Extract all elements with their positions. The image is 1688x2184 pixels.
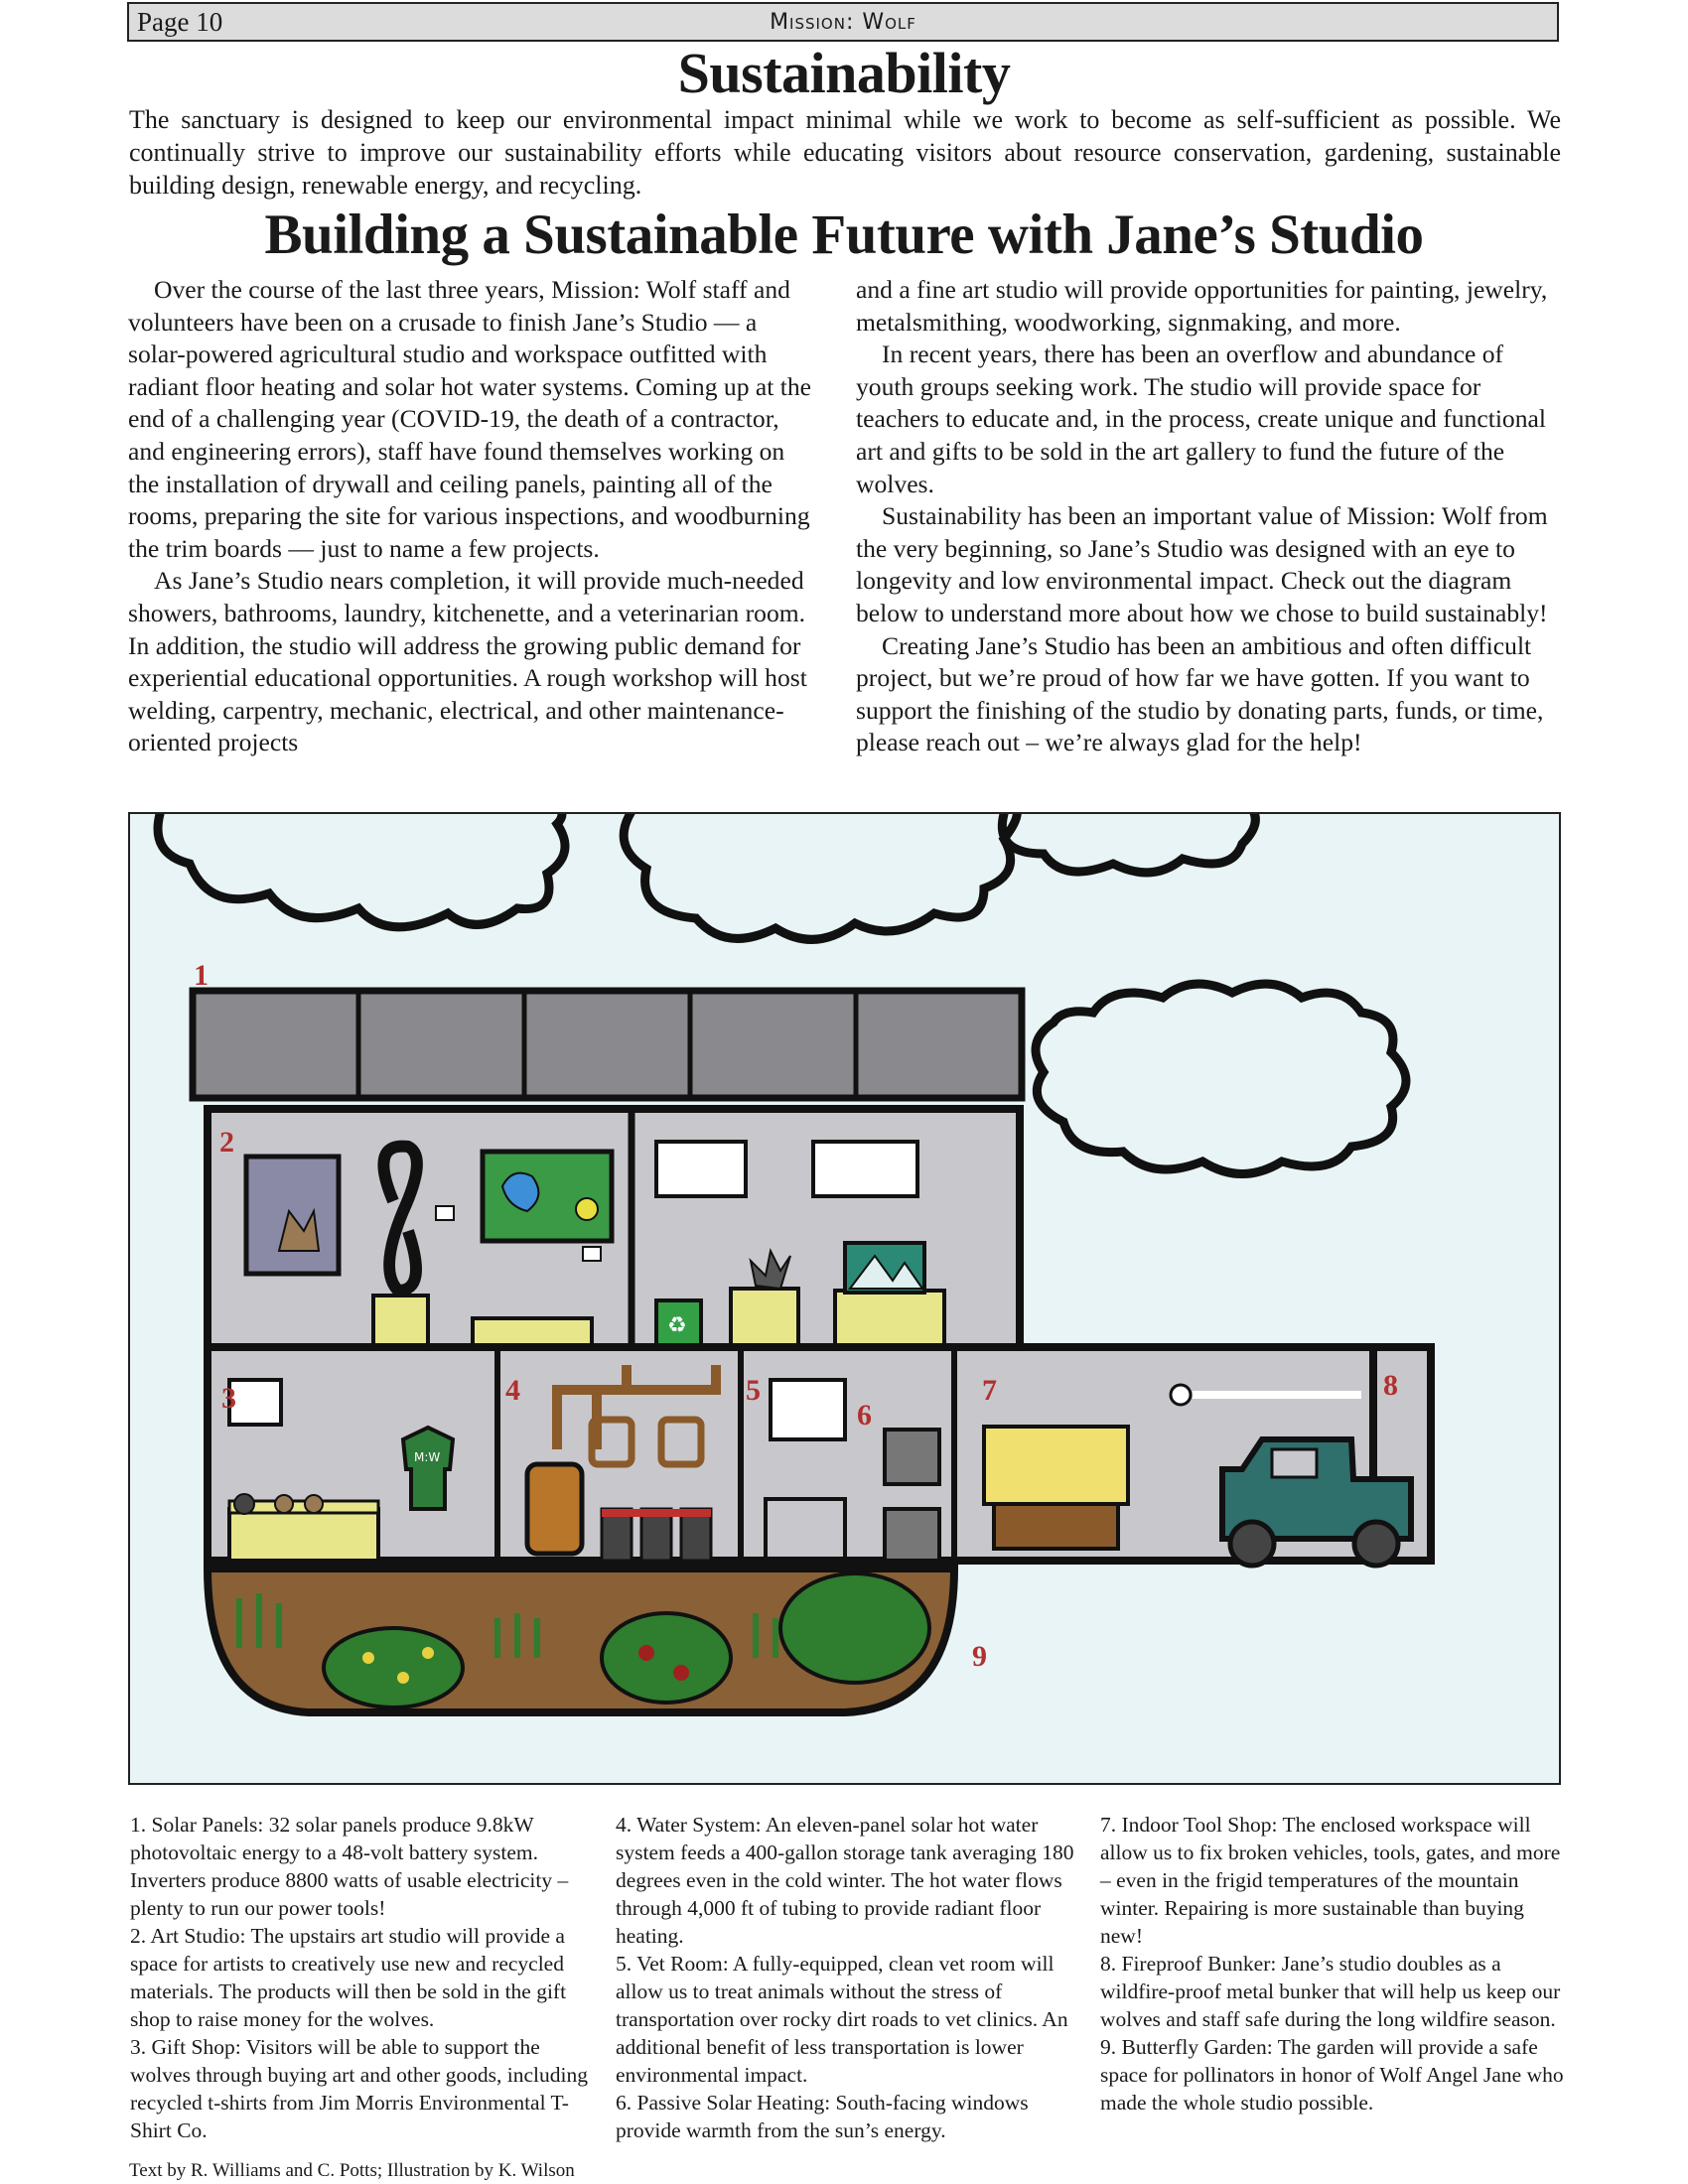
- workbench: [994, 1504, 1118, 1549]
- marker-6: 6: [857, 1399, 872, 1432]
- bush: [324, 1628, 463, 1707]
- caption: 2. Art Studio: The upstairs art studio will provide a space for artists to creatively use new and recycled materials. The products will then be sold in the gift shop to raise money for the wolves.: [130, 1924, 567, 2031]
- marker-5: 5: [746, 1374, 761, 1407]
- butterfly-garden: [208, 1569, 954, 1712]
- window: [656, 1142, 746, 1196]
- window: [229, 1380, 281, 1425]
- marker-2: 2: [219, 1126, 234, 1159]
- caption: 5. Vet Room: A fully-equipped, clean vet room will allow us to treat animals without the stress of transportation over rocky dirt roads to vet clinics. An additional benefit of less transportation is lower environmental impact.: [616, 1952, 1068, 2087]
- caption-column-3: [1100, 1811, 1567, 2116]
- publication-name: Mission: Wolf: [770, 10, 916, 35]
- storage-tank: [527, 1464, 582, 1554]
- studio-illustration: [128, 812, 1561, 1785]
- section-intro: The sanctuary is designed to keep our environmental impact minimal while we work to become as self-sufficient as possible. We continually strive to improve our sustainability efforts while educating visitors about resource conservation, gardening, sustainable building design, renewable energy, and recycling.: [129, 105, 1561, 200]
- shirt-label: M:W: [414, 1450, 441, 1464]
- t-shirt-icon: [403, 1428, 453, 1509]
- caption-column-1: [130, 1811, 597, 2144]
- credits-line: Text by R. Williams and C. Potts; Illustration by K. Wilson: [129, 2160, 575, 2181]
- article-column-right: [856, 274, 1561, 759]
- marker-1: 1: [194, 959, 209, 992]
- caption: 9. Butterfly Garden: The garden will provide a safe space for pollinators in honor of Wolf Angel Jane who made the whole studio possible.: [1100, 2035, 1564, 2115]
- marker-4: 4: [505, 1374, 520, 1407]
- section-title: Sustainability: [677, 41, 1011, 105]
- cabinet: [885, 1430, 939, 1484]
- article-title: Building a Sustainable Future with Jane’s Studio: [264, 204, 1424, 266]
- lower-floor: [208, 1347, 1431, 1566]
- bush: [780, 1573, 929, 1683]
- article-paragraph: In recent years, there has been an overflow and abundance of youth groups seeking work. The studio will provide space for teachers to educate and, in the process, create unique and functional art and gifts to be sold in the art gallery to fund the future of the wolves.: [856, 340, 1546, 498]
- caption: 8. Fireproof Bunker: Jane’s studio doubles as a wildfire-proof metal bunker that will help us keep our wolves and staff safe during the long wildfire season.: [1100, 1952, 1561, 2031]
- caption-column-2: [616, 1811, 1082, 2144]
- caption: 4. Water System: An eleven-panel solar hot water system feeds a 400-gallon storage tank averaging 180 degrees even in the cold winter. The hot water flows through 4,000 ft of tubing to provide radiant floor heating.: [616, 1813, 1074, 1948]
- upper-floor: [208, 1109, 1020, 1347]
- marker-9: 9: [972, 1640, 987, 1673]
- caption: 7. Indoor Tool Shop: The enclosed workspace will allow us to fix broken vehicles, tools, gates, and more – even in the frigid temperatures of the mountain winter. Repairing is more sustainable than buying new!: [1100, 1813, 1561, 1948]
- marker-3: 3: [221, 1382, 236, 1415]
- pegboard: [984, 1427, 1128, 1504]
- window: [771, 1380, 845, 1439]
- article-column-left: [128, 274, 819, 759]
- map-painting: [483, 1152, 612, 1241]
- caption: 1. Solar Panels: 32 solar panels produce 9.8kW photovoltaic energy to a 48-volt battery system. Inverters produce 8800 watts of usable electricity – plenty to run our power tools!: [130, 1813, 569, 1920]
- marker-7: 7: [982, 1374, 997, 1407]
- solar-panels: [193, 991, 1022, 1098]
- article-paragraph: Creating Jane’s Studio has been an ambitious and often difficult project, but we’re proud of how far we have gotten. If you want to support the finishing of the studio by donating parts, funds, or time, please reach out – we’re always glad for the help!: [856, 630, 1544, 757]
- article-paragraph-continued: and a fine art studio will provide opportunities for painting, jewelry, metalsmithing, woodworking, signmaking, and more.: [856, 275, 1548, 337]
- caption: 6. Passive Solar Heating: South-facing windows provide warmth from the sun’s energy.: [616, 2091, 1029, 2142]
- svg-text:♻: ♻: [667, 1313, 687, 1338]
- studio-diagram: [130, 814, 1561, 1785]
- page-header: [127, 2, 1559, 42]
- caption: 3. Gift Shop: Visitors will be able to support the wolves through buying art and other goods, including recycled t-shirts from Jim Morris Environmental T-Shirt Co.: [130, 2035, 588, 2142]
- article-paragraph: Over the course of the last three years, Mission: Wolf staff and volunteers have been on a crusade to finish Jane’s Studio — a solar-powered agricultural studio and workspace outfitted with radiant floor heating and solar hot water systems. Coming up at the end of a challenging year (COVID-19, the death of a contractor, and engineering errors), staff have found themselves working on the installation of drywall and ceiling panels, painting all of the rooms, preparing the site for various inspections, and woodburning the trim boards — just to name a few projects.: [128, 275, 812, 563]
- article-paragraph: Sustainability has been an important value of Mission: Wolf from the very beginning, so Jane’s Studio was designed with an eye to longevity and low environmental impact. Check out the diagram below to understand more about how we chose to build sustainably!: [856, 501, 1548, 627]
- window: [813, 1142, 917, 1196]
- article-paragraph: As Jane’s Studio nears completion, it will provide much-needed showers, bathrooms, laundry, kitchenette, and a veterinarian room. In addition, the studio will address the growing public demand for experiential educational opportunities. A rough workshop will host welding, carpentry, mechanic, electrical, and other maintenance-oriented projects: [128, 566, 807, 757]
- page-number: Page 10: [137, 7, 223, 37]
- marker-8: 8: [1383, 1369, 1398, 1402]
- bush: [602, 1613, 731, 1703]
